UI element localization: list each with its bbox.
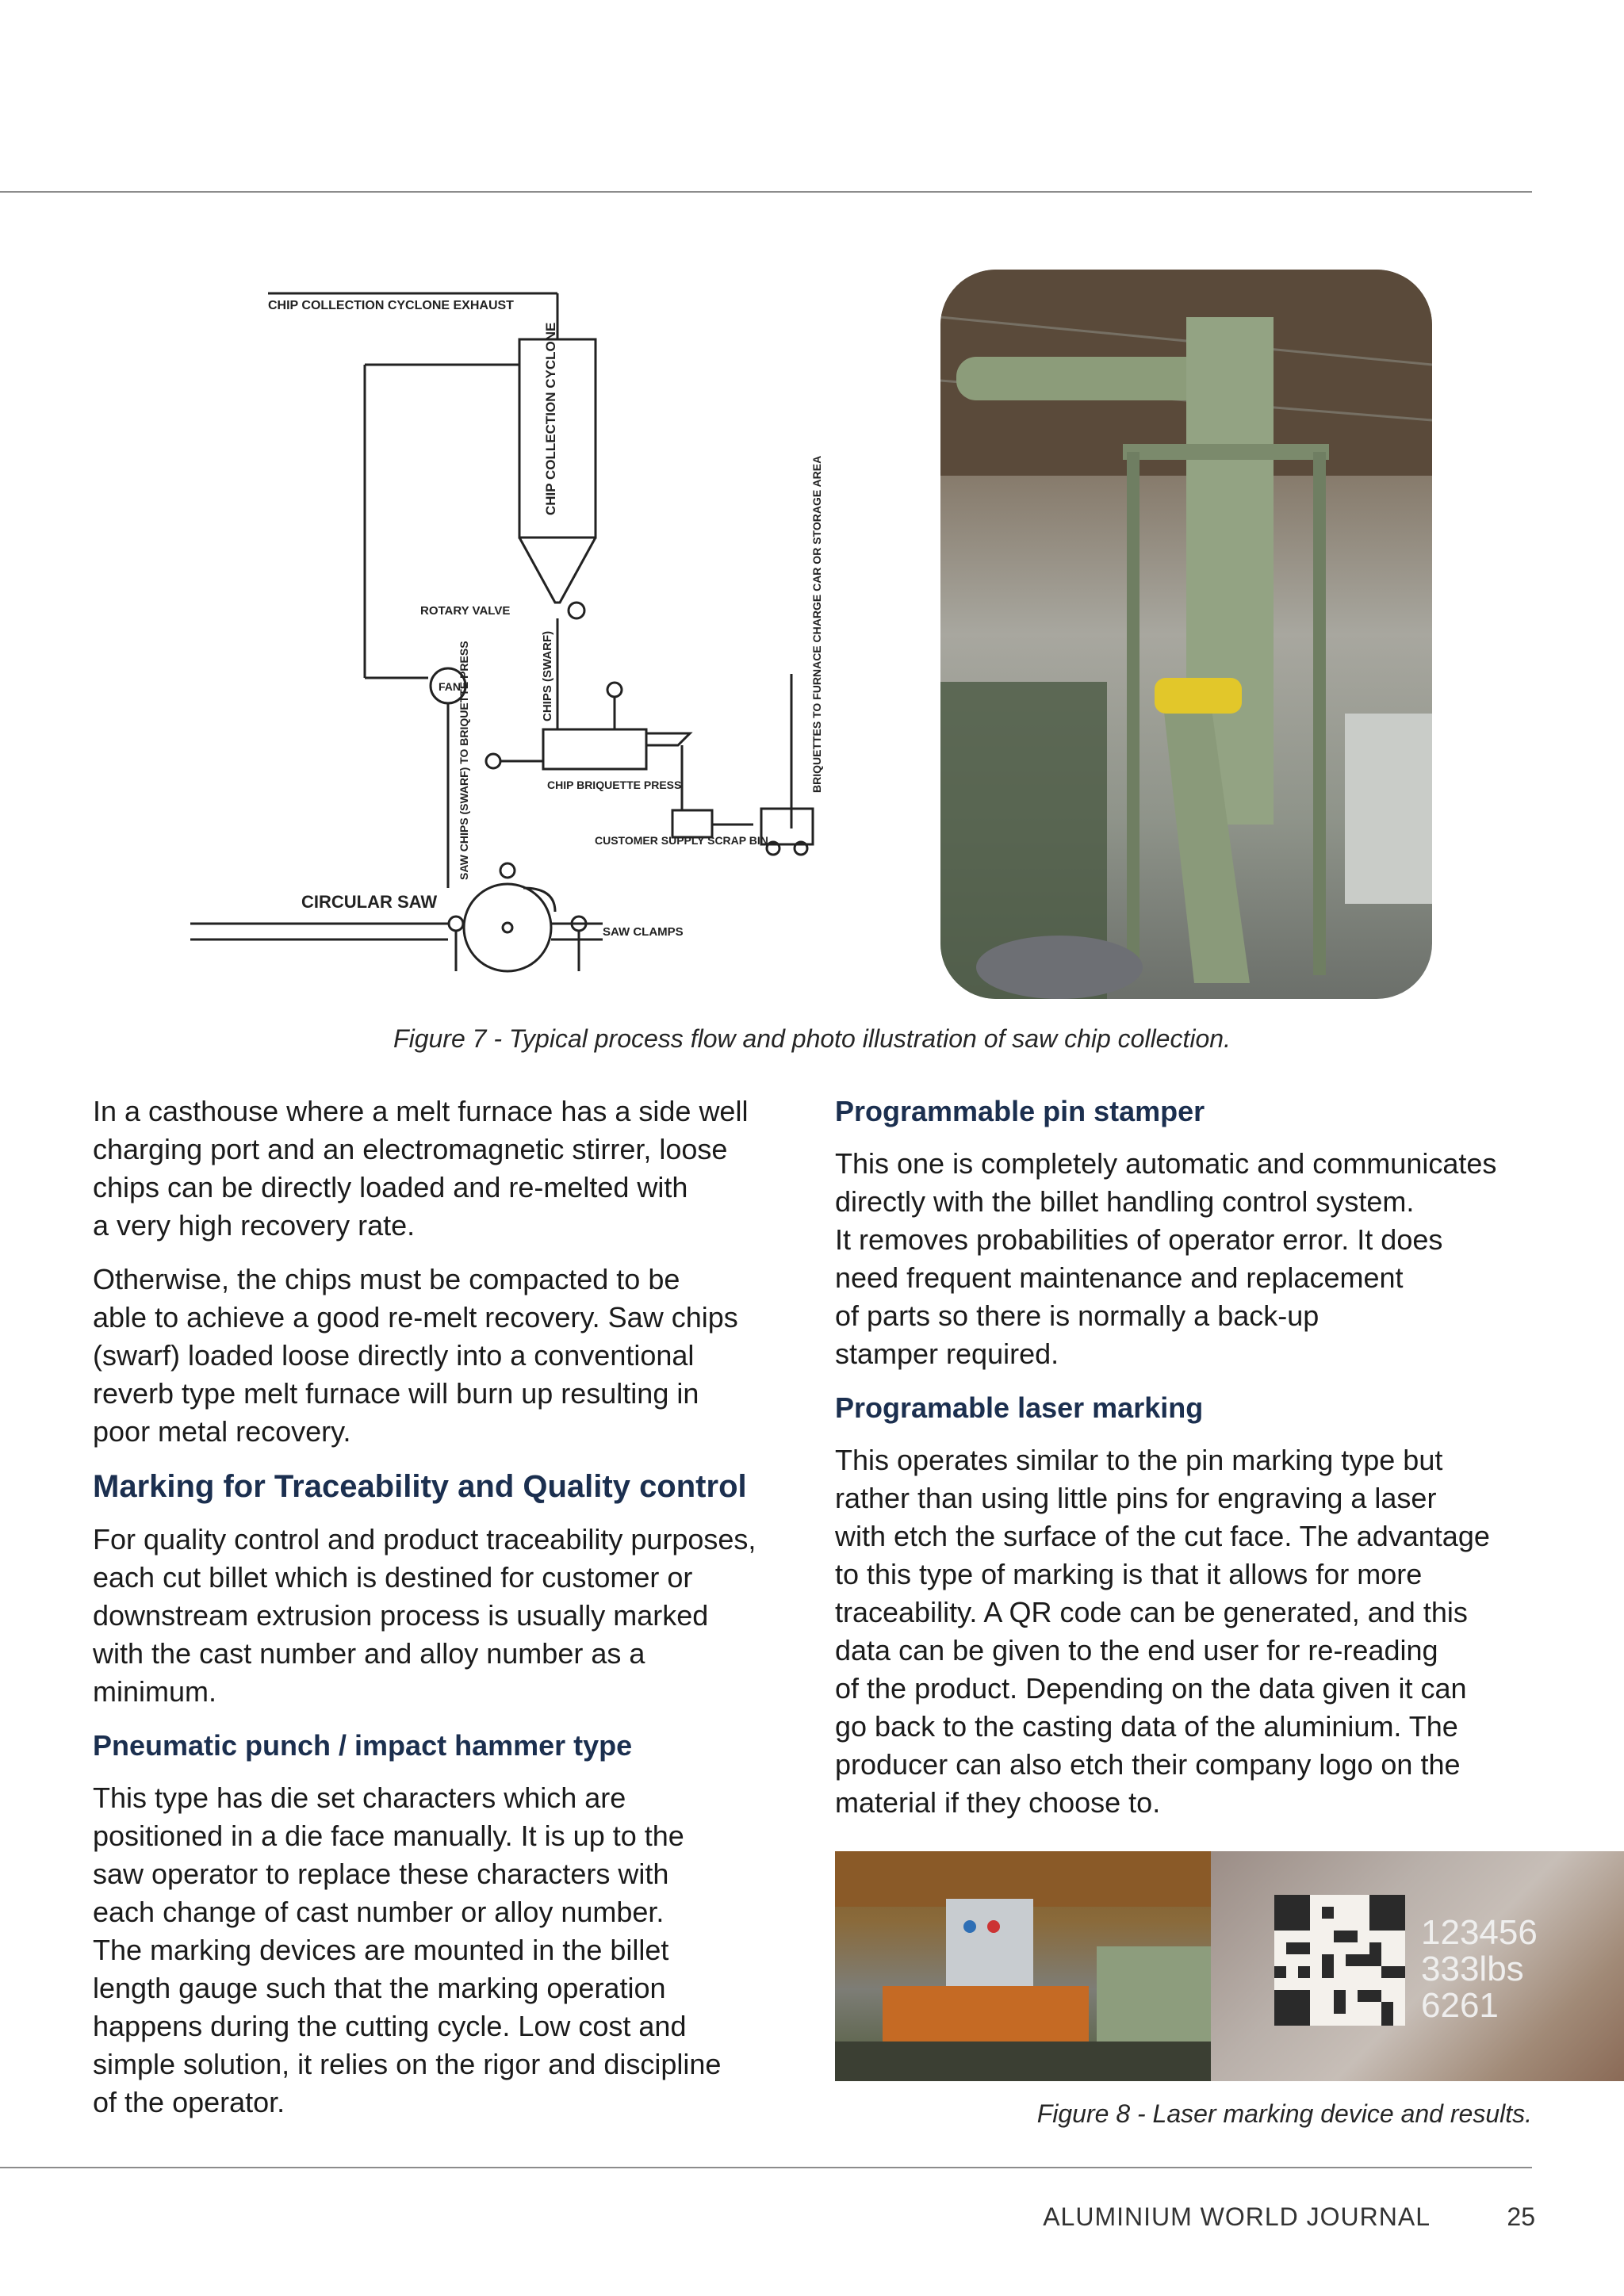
label-circular-saw: CIRCULAR SAW [301,892,438,912]
paragraph-laser-marking: This operates similar to the pin marking type but rather than using little pins for engraving a laser with etch the surface of the cut face. The advantage to this type of marking is that it allows for more traceability. A QR code can be generated, and this data can be given to the end user for re-reading of the product. Depending on the data given it can go back to the casting data of the aluminium. The producer can also etch their company logo on the material if they choose to. [835,1444,1490,1819]
left-column [93,1093,806,2137]
paragraph-side-well: In a casthouse where a melt furnace has a side well charging port and an electromagnetic stirrer, loose chips can be directly loaded and re-melted with a very high recovery rate. [93,1095,749,1242]
bottom-rule [0,2167,1532,2168]
label-cyclone: CHIP COLLECTION CYCLONE [543,322,558,515]
laser-marking-device-photo [835,1851,1211,2081]
label-briquette-press: CHIP BRIQUETTE PRESS [547,779,682,791]
top-rule [0,191,1532,193]
briquette-press-box [543,729,646,769]
cyclone-photo-illustration [940,270,1432,999]
figure7-caption: Figure 7 - Typical process flow and photo illustration of saw chip collection. [393,1024,1231,1053]
rotation-arrow [523,888,555,912]
paragraph-pneumatic: This type has die set characters which are positioned in a die face manually. It is up to the saw operator to replace these characters with each change of cast number or alloy number. The marking devices are mounted in the billet length gauge such that the marking operation happens during the cutting cycle. Low cost and simple solution, it relies on the rigor and discipline of the operator. [93,1781,722,2118]
footer-journal-name: ALUMINIUM WORLD JOURNAL [1043,2202,1431,2231]
circular-saw-blade [464,884,551,971]
press-cylinder-symbol [607,683,622,697]
cyclone-photo [940,270,1432,999]
rotary-valve-yellow [1155,678,1242,714]
laser-device-illustration [835,1851,1211,2081]
label-rotary-valve: ROTARY VALVE [420,604,511,618]
page-number: 25 [1507,2202,1535,2231]
paragraph-pin-stamper: This one is completely automatic and communicates directly with the billet handling control system. It removes probabilities of operator error. It does need frequent maintenance and replacement of parts so there is normally a back-up stamper required. [835,1147,1497,1370]
label-scrap-bin: CUSTOMER SUPPLY SCRAP BIN [595,834,768,847]
label-saw-chips: SAW CHIPS (SWARF) TO BRIQUETTE PRESS [458,641,470,880]
section-heading-marking: Marking for Traceability and Quality control [93,1469,747,1504]
label-saw-clamps: SAW CLAMPS [603,925,684,939]
label-exhaust: CHIP COLLECTION CYCLONE EXHAUST [268,299,514,312]
right-column [835,1093,1549,1838]
figure8-caption: Figure 8 - Laser marking device and results. [1036,2099,1532,2128]
rotary-valve-symbol [569,603,584,618]
subheading-pneumatic: Pneumatic punch / impact hammer type [93,1729,633,1762]
control-box [946,1899,1033,1986]
engraved-marking-text: 123456 333lbs 6261 [1421,1913,1538,2025]
cyclone-duct [956,357,1210,400]
subheading-pin-stamper: Programmable pin stamper [835,1095,1205,1127]
process-flow-diagram [182,277,864,991]
label-chips-swarf: CHIPS (SWARF) [541,630,554,721]
scrap-bin-box [672,810,712,837]
marking-machine [883,1986,1089,2049]
laser-marking-result-photo [1211,1851,1624,2081]
paragraph-quality-control: For quality control and product traceability purposes, each cut billet which is destined for customer or downstream extrusion process is usually marked with the cast number and alloy number as a minimum. [93,1523,756,1708]
qr-code-icon [1274,1895,1405,2026]
label-fan: FAN [439,680,461,693]
press-outlet [646,733,690,745]
label-briquettes-furnace: BRIQUETTES TO FURNACE CHARGE CAR OR STORAGE AREA [810,455,823,793]
process-flow-svg [182,277,864,991]
subheading-laser-marking: Programable laser marking [835,1391,1204,1424]
paragraph-compaction: Otherwise, the chips must be compacted to be able to achieve a good re-melt recovery. Saw chips (swarf) loaded loose directly into a conventional reverb type melt furnace will burn up resulting in poor metal recovery. [93,1263,738,1448]
forklift-symbol [761,809,813,844]
cyclone-cone [519,538,596,603]
